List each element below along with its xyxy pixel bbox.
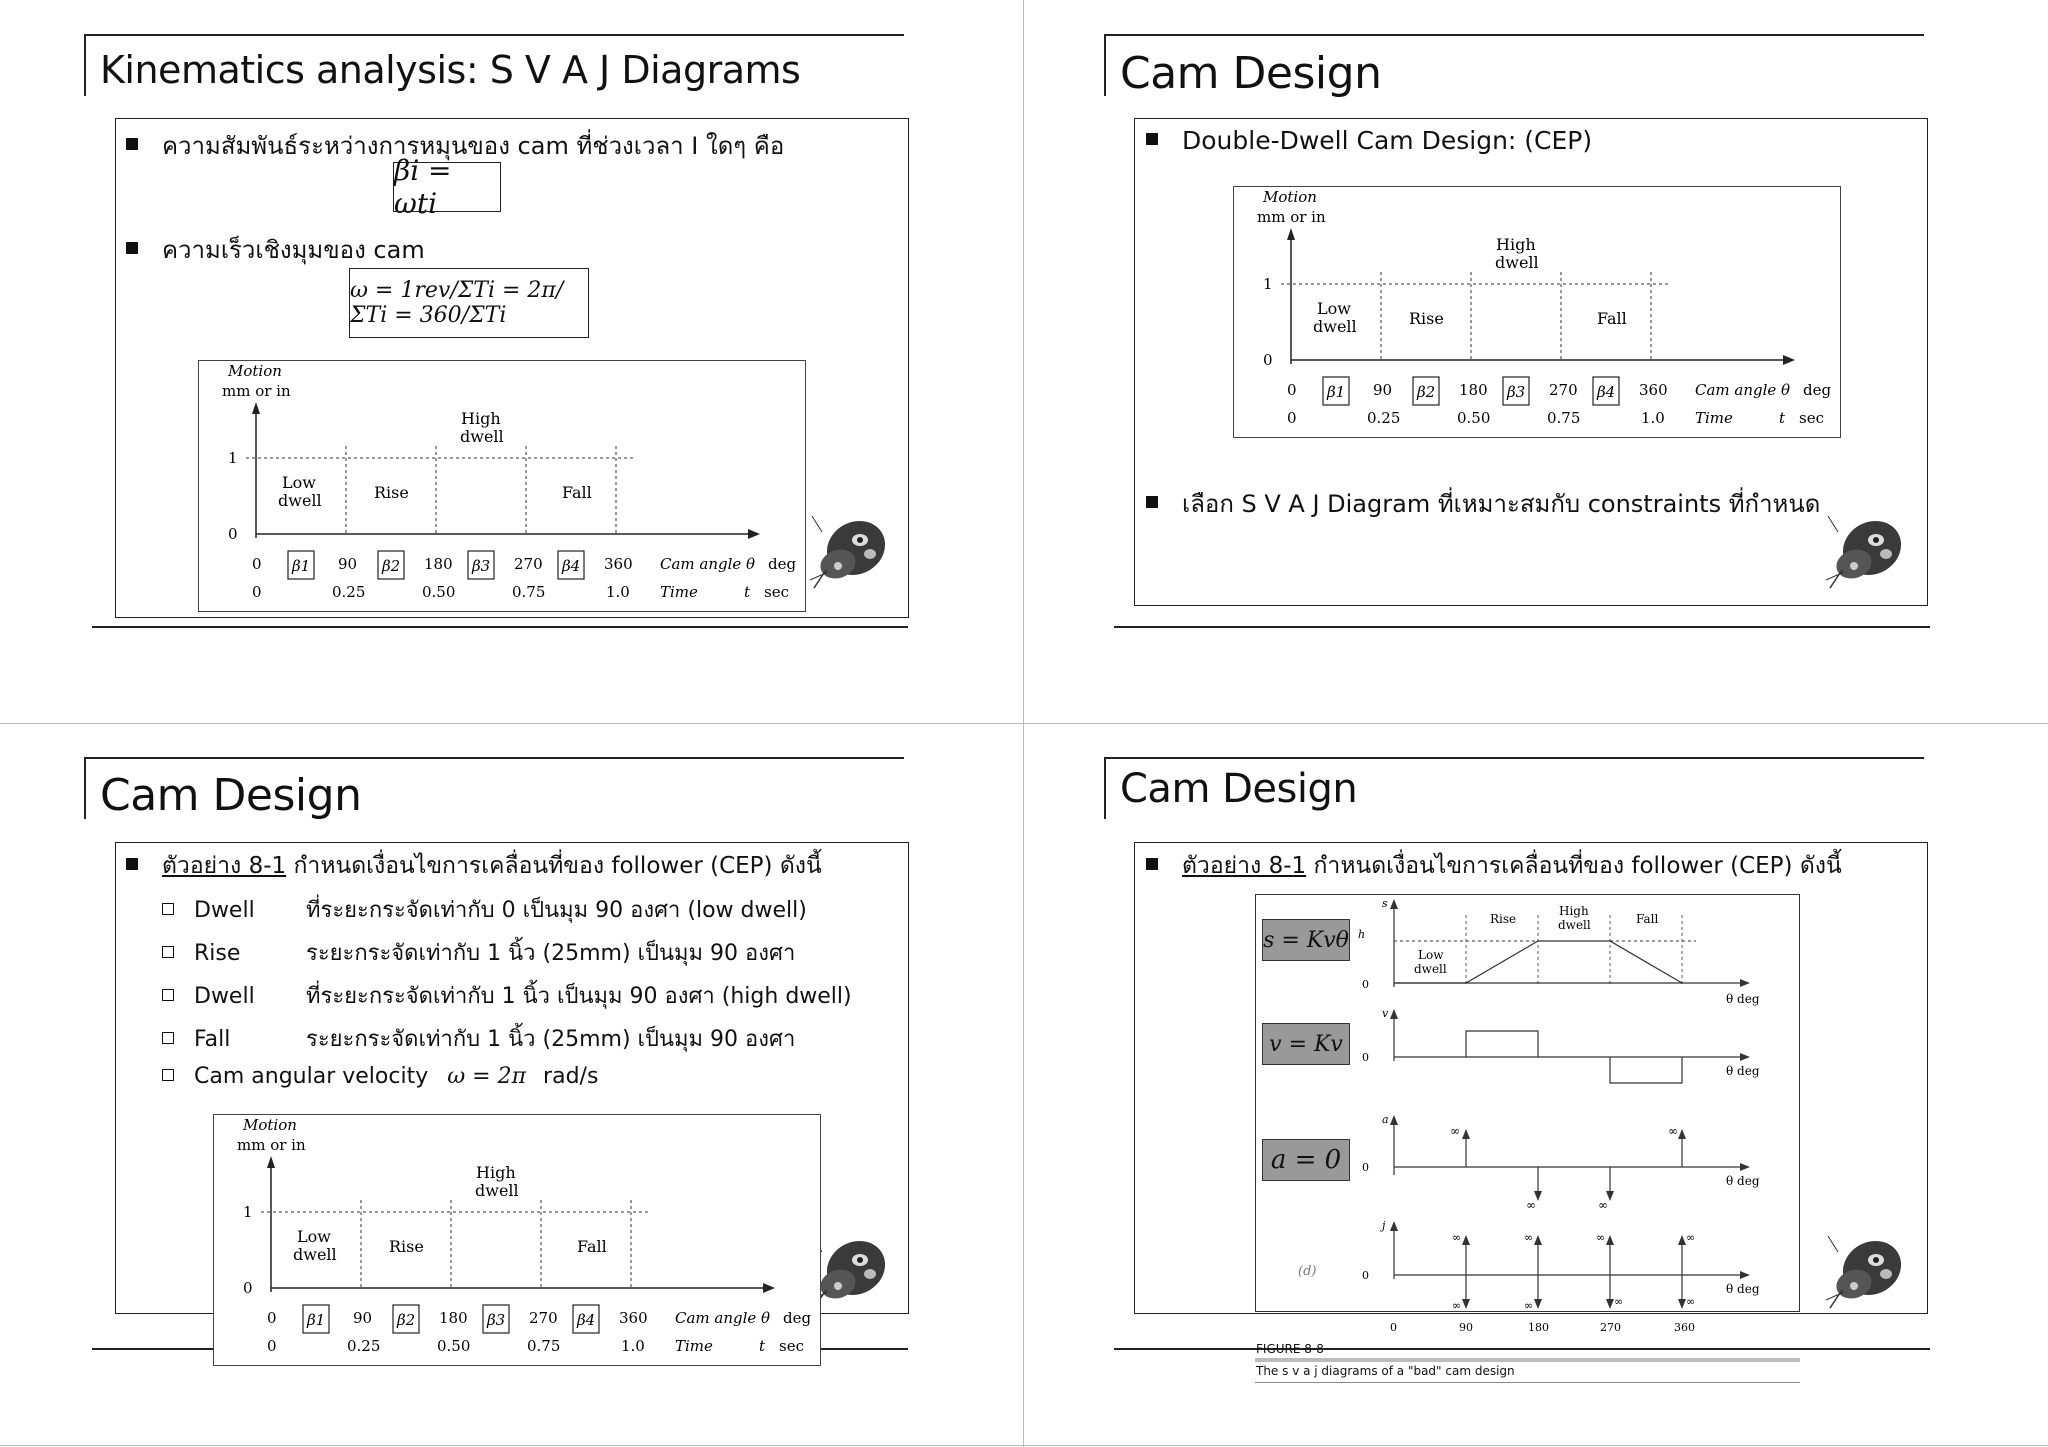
- motion-a1-label: 90: [338, 555, 358, 573]
- bullet-square-icon: [1146, 133, 1158, 145]
- j-inf-2: ∞: [1524, 1231, 1534, 1244]
- motion-b3-label: β4: [562, 557, 581, 575]
- motion-a0-label: 0: [267, 1309, 277, 1327]
- figure-caption: The s v a j diagrams of a "bad" cam design: [1256, 1364, 1515, 1378]
- j-inf-5: ∞: [1452, 1299, 1462, 1312]
- svaj-figure: [1255, 894, 1800, 1334]
- title-rule: [84, 34, 904, 36]
- bullet-square-icon: [126, 242, 138, 254]
- motion-sec-label: sec: [764, 583, 789, 601]
- sub-item-velocity: Cam angular velocity ω = 2π rad/s: [162, 1064, 598, 1089]
- motion-highdwell-label: dwell: [460, 427, 504, 446]
- motion-y1-label: 1: [243, 1203, 253, 1221]
- motion-motion-label: Motion: [228, 362, 282, 380]
- butterfly-icon: [1824, 510, 1914, 590]
- motion-b3-label: β4: [1597, 383, 1616, 401]
- motion-sec-label: sec: [1799, 409, 1824, 427]
- motion-high-label: High: [1496, 235, 1536, 254]
- motion-t1-label: 0.25: [1367, 409, 1401, 427]
- bullet-square-icon: [126, 858, 138, 870]
- motion-b1-label: β2: [397, 1311, 416, 1329]
- motion-units-label: mm or in: [237, 1136, 306, 1154]
- hollow-square-icon: [162, 1069, 174, 1081]
- bullet-example: ตัวอย่าง 8-1 กำหนดเงื่อนไขการเคลื่อนที่ของ follower (CEP) ดังนี้: [126, 848, 822, 884]
- motion-y0-label: 0: [228, 525, 238, 543]
- motion-t3-label: 0.75: [527, 1337, 561, 1355]
- bullet-angular-velocity: ความเร็วเชิงมุมของ cam: [126, 230, 425, 269]
- bullet-double-dwell: Double-Dwell Cam Design: (CEP): [1146, 126, 1592, 155]
- eq-v-box: v = Kv: [1262, 1023, 1350, 1065]
- v-zero: 0: [1362, 1051, 1369, 1064]
- figure-caption-rule: [1255, 1358, 1800, 1362]
- slide-title: Cam Design: [1120, 48, 1382, 99]
- low-label: Low: [1418, 948, 1444, 962]
- v-panel: [1362, 1007, 1760, 1083]
- motion-t2-label: 0.50: [437, 1337, 471, 1355]
- j-panel: [1298, 1219, 1760, 1312]
- motion-t0-label: 0: [267, 1337, 277, 1355]
- motion-t4-label: 1.0: [1641, 409, 1665, 427]
- motion-t0-label: 0: [252, 583, 262, 601]
- motion-a3-label: 270: [514, 555, 543, 573]
- j-inf-1: ∞: [1452, 1231, 1462, 1244]
- title-bracket: [1104, 34, 1106, 96]
- butterfly-logo: [808, 1230, 898, 1310]
- motion-time-label: Time: [675, 1337, 713, 1355]
- butterfly-logo: [1824, 1230, 1914, 1310]
- motion-rise-label: Rise: [1409, 309, 1444, 328]
- footer-rule: [92, 626, 908, 628]
- h-label: h: [1358, 928, 1366, 941]
- motion-b2-label: β3: [472, 557, 491, 575]
- motion-low-label: Low: [282, 473, 316, 492]
- tick-180: 180: [1528, 1321, 1549, 1334]
- slide-1: [0, 0, 1023, 723]
- low-dwell-label: dwell: [1414, 962, 1447, 976]
- motion-y1-label: 1: [1263, 275, 1273, 293]
- j-zero: 0: [1362, 1269, 1369, 1282]
- j-inf-6: ∞: [1524, 1299, 1534, 1312]
- title-rule: [1104, 34, 1924, 36]
- motion-a2-label: 180: [1459, 381, 1488, 399]
- motion-cam-label: Cam angle θ: [1695, 381, 1791, 399]
- motion-motion-label: Motion: [1263, 188, 1317, 206]
- motion-a3-label: 270: [529, 1309, 558, 1327]
- eq-a-box: a = 0: [1262, 1139, 1350, 1181]
- motion-high-label: High: [461, 409, 501, 428]
- slide-title: Kinematics analysis: S V A J Diagrams: [100, 48, 801, 92]
- motion-time-label: Time: [660, 583, 698, 601]
- sub-item-2: Rise ระยะกระจัดเท่ากับ 1 นิ้ว (25mm) เป็นมุม 90 องศา: [162, 935, 795, 970]
- motion-chart: [198, 360, 806, 612]
- motion-a3-label: 270: [1549, 381, 1578, 399]
- a-theta-unit: θ deg: [1726, 1174, 1760, 1188]
- motion-y0-label: 0: [1263, 351, 1273, 369]
- motion-b2-label: β3: [487, 1311, 506, 1329]
- v-theta-unit: θ deg: [1726, 1064, 1760, 1078]
- motion-b2-label: β3: [1507, 383, 1526, 401]
- motion-b1-label: β2: [1417, 383, 1436, 401]
- motion-b0-label: β1: [1327, 383, 1346, 401]
- motion-high-label: High: [476, 1163, 516, 1182]
- bullet-relation: ความสัมพันธ์ระหว่างการหมุนของ cam ที่ช่วงเวลา I ใดๆ คือ: [126, 126, 784, 165]
- motion-a4-label: 360: [1639, 381, 1668, 399]
- a-inf-1: ∞: [1450, 1124, 1460, 1138]
- motion-b3-label: β4: [577, 1311, 596, 1329]
- bullet-square-icon: [126, 138, 138, 150]
- j-axis-label: j: [1382, 1219, 1386, 1232]
- motion-a1-label: 90: [1373, 381, 1393, 399]
- fall-label: Fall: [1636, 912, 1659, 926]
- motion-a1-label: 90: [353, 1309, 373, 1327]
- j-inf-7: ∞: [1614, 1295, 1624, 1308]
- high-label: High: [1559, 904, 1589, 918]
- j-inf-4: ∞: [1686, 1231, 1696, 1244]
- hollow-square-icon: [162, 989, 174, 1001]
- motion-units-label: mm or in: [222, 382, 291, 400]
- motion-deg-label: deg: [768, 555, 797, 573]
- hollow-square-icon: [162, 946, 174, 958]
- motion-a4-label: 360: [619, 1309, 648, 1327]
- motion-fall-label: Fall: [1597, 309, 1627, 328]
- motion-y0-label: 0: [243, 1279, 253, 1297]
- motion-a4-label: 360: [604, 555, 633, 573]
- title-rule: [84, 757, 904, 759]
- slide-2: [1024, 0, 2048, 723]
- j-inf-8: ∞: [1686, 1295, 1696, 1308]
- bullet-example: ตัวอย่าง 8-1 กำหนดเงื่อนไขการเคลื่อนที่ของ follower (CEP) ดังนี้: [1146, 848, 1842, 884]
- eq-s-box: s = Kvθ: [1262, 919, 1350, 961]
- motion-t3-label: 0.75: [1547, 409, 1581, 427]
- motion-t-label: t: [759, 1337, 766, 1355]
- motion-highdwell-label: dwell: [475, 1181, 519, 1200]
- figure-label: FIGURE 8-8: [1256, 1342, 1324, 1356]
- formula-omega: ω = 1rev/ΣTi = 2π/ΣTi = 360/ΣTi: [349, 268, 589, 338]
- motion-rise-label: Rise: [389, 1237, 424, 1256]
- title-bracket: [84, 34, 86, 96]
- footer-rule: [1114, 1348, 1930, 1350]
- motion-a2-label: 180: [439, 1309, 468, 1327]
- motion-a0-label: 0: [1287, 381, 1297, 399]
- motion-t2-label: 0.50: [1457, 409, 1491, 427]
- bullet-square-icon: [1146, 496, 1158, 508]
- angle-ticks: [1390, 1321, 1695, 1334]
- motion-diagram: [1233, 186, 1841, 438]
- motion-units-label: mm or in: [1257, 208, 1326, 226]
- motion-cam-label: Cam angle θ: [660, 555, 756, 573]
- hollow-square-icon: [162, 1032, 174, 1044]
- bullet-svaj-choice: เลือก S V A J Diagram ที่เหมาะสมกับ constraints ที่กำหนด: [1146, 484, 1820, 523]
- butterfly-logo: [808, 510, 898, 590]
- a-inf-4: ∞: [1668, 1124, 1678, 1138]
- tick-270: 270: [1600, 1321, 1621, 1334]
- motion-t-label: t: [1779, 409, 1786, 427]
- motion-t4-label: 1.0: [606, 583, 630, 601]
- title-bracket: [84, 757, 86, 819]
- motion-lowdwell-label: dwell: [293, 1245, 337, 1264]
- slide-3: [0, 724, 1023, 1447]
- example-link[interactable]: ตัวอย่าง 8-1: [162, 853, 287, 879]
- butterfly-logo: [1824, 510, 1914, 590]
- a-inf-3: ∞: [1598, 1198, 1608, 1212]
- bullet-square-icon: [1146, 858, 1158, 870]
- motion-deg-label: deg: [1803, 381, 1832, 399]
- motion-highdwell-label: dwell: [1495, 253, 1539, 272]
- a-zero: 0: [1362, 1161, 1369, 1174]
- formula-beta: βi = ωti: [393, 162, 501, 212]
- slide-title: Cam Design: [1120, 766, 1358, 812]
- motion-b1-label: β2: [382, 557, 401, 575]
- motion-t2-label: 0.50: [422, 583, 456, 601]
- motion-a0-label: 0: [252, 555, 262, 573]
- slide-title: Cam Design: [100, 770, 362, 821]
- motion-fall-label: Fall: [577, 1237, 607, 1256]
- sub-item-3: Dwell ที่ระยะกระจัดเท่ากับ 1 นิ้ว เป็นมุม 90 องศา (high dwell): [162, 978, 852, 1013]
- a-panel: [1362, 1113, 1760, 1212]
- s-theta-unit: θ deg: [1726, 992, 1760, 1006]
- motion-chart: [213, 1114, 821, 1366]
- motion-y1-label: 1: [228, 449, 238, 467]
- hollow-square-icon: [162, 903, 174, 915]
- slide-4: [1024, 724, 2048, 1447]
- motion-deg-label: deg: [783, 1309, 812, 1327]
- motion-a2-label: 180: [424, 555, 453, 573]
- s-zero: 0: [1362, 978, 1369, 991]
- butterfly-icon: [808, 510, 898, 590]
- j-theta-unit: θ deg: [1726, 1282, 1760, 1296]
- motion-lowdwell-label: dwell: [278, 491, 322, 510]
- motion-t4-label: 1.0: [621, 1337, 645, 1355]
- sub-item-1: Dwell ที่ระยะกระจัดเท่ากับ 0 เป็นมุม 90 องศา (low dwell): [162, 892, 807, 927]
- rise-label: Rise: [1490, 912, 1517, 926]
- motion-low-label: Low: [297, 1227, 331, 1246]
- high-dwell-label: dwell: [1558, 918, 1591, 932]
- sub-item-4: Fall ระยะกระจัดเท่ากับ 1 นิ้ว (25mm) เป็นมุม 90 องศา: [162, 1021, 795, 1056]
- motion-diagram: [198, 360, 806, 612]
- motion-rise-label: Rise: [374, 483, 409, 502]
- motion-lowdwell-label: dwell: [1313, 317, 1357, 336]
- motion-cam-label: Cam angle θ: [675, 1309, 771, 1327]
- tick-360: 360: [1674, 1321, 1695, 1334]
- motion-t0-label: 0: [1287, 409, 1297, 427]
- title-bracket: [1104, 757, 1106, 819]
- motion-chart: [1233, 186, 1841, 438]
- motion-motion-label: Motion: [243, 1116, 297, 1134]
- butterfly-icon: [808, 1230, 898, 1310]
- butterfly-icon: [1824, 1230, 1914, 1310]
- example-link[interactable]: ตัวอย่าง 8-1: [1182, 853, 1307, 879]
- motion-b0-label: β1: [292, 557, 311, 575]
- tick-90: 90: [1459, 1321, 1473, 1334]
- motion-diagram: [213, 1114, 821, 1366]
- tick-0: 0: [1390, 1321, 1397, 1334]
- title-rule: [1104, 757, 1924, 759]
- v-axis-label: v: [1382, 1007, 1389, 1020]
- motion-b0-label: β1: [307, 1311, 326, 1329]
- figure-bottom-rule: [1255, 1382, 1800, 1383]
- motion-t-label: t: [744, 583, 751, 601]
- s-axis-label: s: [1382, 897, 1388, 910]
- motion-t3-label: 0.75: [512, 583, 546, 601]
- motion-low-label: Low: [1317, 299, 1351, 318]
- footer-rule: [1114, 626, 1930, 628]
- j-inf-3: ∞: [1596, 1231, 1606, 1244]
- a-inf-2: ∞: [1526, 1198, 1536, 1212]
- a-axis-label: a: [1382, 1113, 1389, 1126]
- motion-t1-label: 0.25: [332, 583, 366, 601]
- motion-t1-label: 0.25: [347, 1337, 381, 1355]
- panel-letter: (d): [1298, 1264, 1317, 1279]
- motion-time-label: Time: [1695, 409, 1733, 427]
- s-panel: [1358, 897, 1760, 1006]
- motion-sec-label: sec: [779, 1337, 804, 1355]
- motion-fall-label: Fall: [562, 483, 592, 502]
